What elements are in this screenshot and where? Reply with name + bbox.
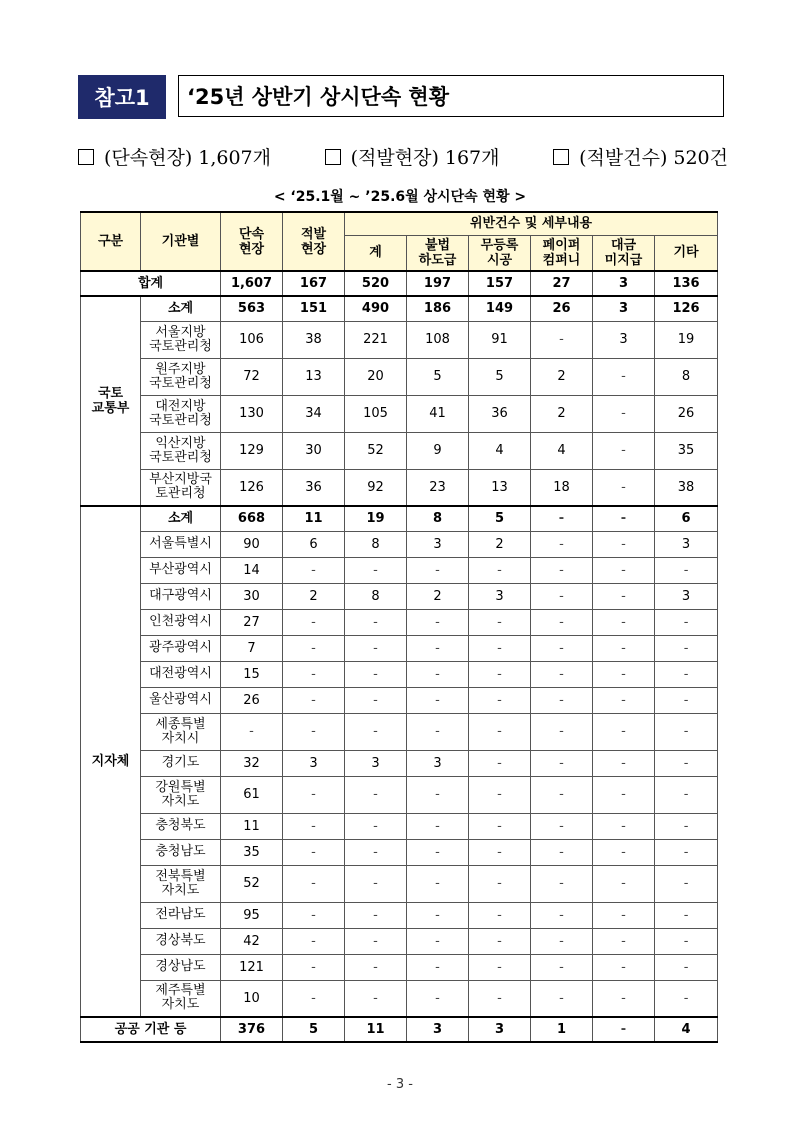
agency-name: 대전지방 국토관리청 <box>141 395 221 432</box>
value-cell: 11 <box>283 506 345 531</box>
agency-name: 부산광역시 <box>141 557 221 583</box>
value-cell: 36 <box>283 469 345 506</box>
value-cell: - <box>407 609 469 635</box>
value-cell: - <box>407 687 469 713</box>
value-cell: - <box>407 813 469 839</box>
value-cell: 3 <box>407 750 469 776</box>
summary-value: 520건 <box>673 147 728 169</box>
value-cell: - <box>283 980 345 1017</box>
value-cell: - <box>469 776 531 813</box>
value-cell: 41 <box>407 395 469 432</box>
value-cell: 8 <box>345 531 407 557</box>
value-cell: - <box>469 954 531 980</box>
value-cell: - <box>283 813 345 839</box>
value-cell: - <box>531 687 593 713</box>
summary-row <box>78 143 728 170</box>
value-cell: 105 <box>345 395 407 432</box>
checkbox-square-icon <box>325 149 341 165</box>
value-cell: 5 <box>283 1017 345 1042</box>
summary-caught <box>325 143 500 170</box>
value-cell: - <box>407 557 469 583</box>
subtotal-label: 소계 <box>141 506 221 531</box>
value-cell: 26 <box>221 687 283 713</box>
value-cell: - <box>283 928 345 954</box>
summary-violations <box>553 143 728 170</box>
value-cell: - <box>283 661 345 687</box>
value-cell: 15 <box>221 661 283 687</box>
value-cell: - <box>531 506 593 531</box>
value-cell: 3 <box>593 321 655 358</box>
value-cell: - <box>407 954 469 980</box>
value-cell: 126 <box>655 296 718 321</box>
value-cell: 9 <box>407 432 469 469</box>
header-caught: 적발 현장 <box>283 212 345 271</box>
value-cell: - <box>469 661 531 687</box>
value-cell: - <box>655 954 718 980</box>
value-cell: 157 <box>469 271 531 296</box>
header-agency: 기관별 <box>141 212 221 271</box>
value-cell: - <box>283 839 345 865</box>
value-cell: - <box>345 609 407 635</box>
value-cell: 34 <box>283 395 345 432</box>
value-cell: - <box>345 813 407 839</box>
agency-name: 경기도 <box>141 750 221 776</box>
value-cell: - <box>593 661 655 687</box>
value-cell: 563 <box>221 296 283 321</box>
value-cell: - <box>655 713 718 750</box>
value-cell: 30 <box>283 432 345 469</box>
table-row <box>81 776 718 813</box>
value-cell: - <box>407 661 469 687</box>
title-row <box>78 75 724 119</box>
value-cell: 20 <box>345 358 407 395</box>
value-cell: 3 <box>593 271 655 296</box>
value-cell: 11 <box>221 813 283 839</box>
header-sub: 무등록 시공 <box>469 235 531 271</box>
value-cell: - <box>345 776 407 813</box>
value-cell: - <box>593 432 655 469</box>
value-cell: - <box>531 531 593 557</box>
value-cell: - <box>407 635 469 661</box>
value-cell: - <box>407 839 469 865</box>
value-cell: 2 <box>407 583 469 609</box>
table-row <box>81 395 718 432</box>
value-cell: - <box>345 865 407 902</box>
table-row <box>81 358 718 395</box>
value-cell: 52 <box>345 432 407 469</box>
value-cell: 3 <box>469 1017 531 1042</box>
table-row <box>81 609 718 635</box>
value-cell: 167 <box>283 271 345 296</box>
value-cell: - <box>593 928 655 954</box>
value-cell: - <box>655 839 718 865</box>
value-cell: 6 <box>283 531 345 557</box>
value-cell: - <box>469 557 531 583</box>
table-row <box>81 661 718 687</box>
value-cell: 19 <box>345 506 407 531</box>
value-cell: 90 <box>221 531 283 557</box>
table-caption: < ‘25.1월 ~ ’25.6월 상시단속 현황 > <box>273 189 527 205</box>
value-cell: - <box>655 813 718 839</box>
summary-label: (단속현장) <box>104 147 193 169</box>
value-cell: 108 <box>407 321 469 358</box>
value-cell: 19 <box>655 321 718 358</box>
total-label: 합계 <box>81 271 221 296</box>
value-cell: 3 <box>345 750 407 776</box>
value-cell: 3 <box>593 296 655 321</box>
value-cell: 7 <box>221 635 283 661</box>
value-cell: 490 <box>345 296 407 321</box>
value-cell: - <box>593 980 655 1017</box>
value-cell: 42 <box>221 928 283 954</box>
value-cell: 8 <box>655 358 718 395</box>
value-cell: 14 <box>221 557 283 583</box>
value-cell: - <box>345 928 407 954</box>
value-cell: - <box>593 865 655 902</box>
agency-name: 충청북도 <box>141 813 221 839</box>
value-cell: 38 <box>655 469 718 506</box>
reference-tag: 참고1 <box>78 75 166 119</box>
agency-name: 광주광역시 <box>141 635 221 661</box>
value-cell: - <box>531 928 593 954</box>
value-cell: 35 <box>221 839 283 865</box>
value-cell: - <box>593 635 655 661</box>
value-cell: - <box>655 635 718 661</box>
value-cell: - <box>283 954 345 980</box>
value-cell: 36 <box>469 395 531 432</box>
table-row <box>81 902 718 928</box>
table-row <box>81 583 718 609</box>
value-cell: - <box>655 609 718 635</box>
value-cell: - <box>283 687 345 713</box>
table-row <box>81 531 718 557</box>
agency-name: 세종특별 자치시 <box>141 713 221 750</box>
table-row <box>81 750 718 776</box>
summary-value: 167개 <box>444 147 500 169</box>
value-cell: 121 <box>221 954 283 980</box>
group-name: 국토 교통부 <box>81 296 141 506</box>
value-cell: - <box>655 776 718 813</box>
table-row <box>81 469 718 506</box>
header-sub: 기타 <box>655 235 718 271</box>
total-row <box>81 271 718 296</box>
value-cell: - <box>655 928 718 954</box>
header-sub: 페이퍼 컴퍼니 <box>531 235 593 271</box>
value-cell: - <box>531 321 593 358</box>
value-cell: - <box>593 750 655 776</box>
value-cell: 11 <box>345 1017 407 1042</box>
checkbox-square-icon <box>553 149 569 165</box>
value-cell: 2 <box>283 583 345 609</box>
value-cell: - <box>531 583 593 609</box>
value-cell: 61 <box>221 776 283 813</box>
value-cell: - <box>593 531 655 557</box>
value-cell: - <box>407 713 469 750</box>
agency-name: 충청남도 <box>141 839 221 865</box>
value-cell: - <box>655 980 718 1017</box>
agency-name: 경상남도 <box>141 954 221 980</box>
value-cell: 4 <box>655 1017 718 1042</box>
value-cell: - <box>531 661 593 687</box>
value-cell: - <box>407 865 469 902</box>
value-cell: - <box>283 902 345 928</box>
value-cell: - <box>593 1017 655 1042</box>
value-cell: - <box>593 583 655 609</box>
value-cell: - <box>469 713 531 750</box>
value-cell: 3 <box>407 531 469 557</box>
agency-name: 전라남도 <box>141 902 221 928</box>
value-cell: - <box>531 609 593 635</box>
value-cell: - <box>283 557 345 583</box>
value-cell: - <box>345 635 407 661</box>
value-cell: 221 <box>345 321 407 358</box>
value-cell: 26 <box>655 395 718 432</box>
header-sub: 대금 미지급 <box>593 235 655 271</box>
value-cell: - <box>469 813 531 839</box>
value-cell: 92 <box>345 469 407 506</box>
value-cell: 3 <box>407 1017 469 1042</box>
value-cell: 4 <box>469 432 531 469</box>
value-cell: - <box>345 839 407 865</box>
table-row <box>81 839 718 865</box>
value-cell: 1,607 <box>221 271 283 296</box>
enforcement-table <box>80 211 718 1043</box>
value-cell: 186 <box>407 296 469 321</box>
header-inspected: 단속 현장 <box>221 212 283 271</box>
value-cell: - <box>221 713 283 750</box>
value-cell: - <box>655 661 718 687</box>
agency-name: 전북특별 자치도 <box>141 865 221 902</box>
summary-label: (적발건수) <box>579 147 668 169</box>
value-cell: - <box>593 813 655 839</box>
agency-name: 울산광역시 <box>141 687 221 713</box>
value-cell: 32 <box>221 750 283 776</box>
value-cell: 13 <box>283 358 345 395</box>
value-cell: - <box>407 902 469 928</box>
table-row <box>81 557 718 583</box>
value-cell: - <box>593 609 655 635</box>
value-cell: - <box>655 750 718 776</box>
value-cell: - <box>469 902 531 928</box>
table-row <box>81 713 718 750</box>
value-cell: - <box>531 557 593 583</box>
value-cell: - <box>531 813 593 839</box>
value-cell: 3 <box>469 583 531 609</box>
table-row <box>81 432 718 469</box>
subtotal-label: 소계 <box>141 296 221 321</box>
value-cell: - <box>593 469 655 506</box>
value-cell: 5 <box>469 358 531 395</box>
checkbox-square-icon <box>78 149 94 165</box>
value-cell: - <box>283 713 345 750</box>
value-cell: 668 <box>221 506 283 531</box>
value-cell: 129 <box>221 432 283 469</box>
agency-name: 원주지방 국토관리청 <box>141 358 221 395</box>
value-cell: - <box>469 928 531 954</box>
table-row <box>81 980 718 1017</box>
value-cell: 72 <box>221 358 283 395</box>
value-cell: 52 <box>221 865 283 902</box>
value-cell: 4 <box>531 432 593 469</box>
value-cell: - <box>593 395 655 432</box>
value-cell: 23 <box>407 469 469 506</box>
value-cell: - <box>283 776 345 813</box>
value-cell: 151 <box>283 296 345 321</box>
value-cell: - <box>283 635 345 661</box>
value-cell: - <box>531 954 593 980</box>
header-row <box>81 212 718 235</box>
public-label: 공공 기관 등 <box>81 1017 221 1042</box>
header-sub: 불법 하도급 <box>407 235 469 271</box>
value-cell: 13 <box>469 469 531 506</box>
value-cell: 38 <box>283 321 345 358</box>
value-cell: 2 <box>531 358 593 395</box>
value-cell: - <box>469 687 531 713</box>
value-cell: - <box>531 902 593 928</box>
table-row <box>81 865 718 902</box>
value-cell: - <box>407 776 469 813</box>
value-cell: - <box>345 661 407 687</box>
agency-name: 서울특별시 <box>141 531 221 557</box>
value-cell: - <box>531 635 593 661</box>
value-cell: 18 <box>531 469 593 506</box>
value-cell: - <box>593 713 655 750</box>
value-cell: - <box>593 839 655 865</box>
value-cell: 1 <box>531 1017 593 1042</box>
value-cell: 27 <box>221 609 283 635</box>
value-cell: 130 <box>221 395 283 432</box>
table-row <box>81 321 718 358</box>
value-cell: - <box>407 928 469 954</box>
value-cell: - <box>345 713 407 750</box>
value-cell: 520 <box>345 271 407 296</box>
value-cell: 376 <box>221 1017 283 1042</box>
header-category: 구분 <box>81 212 141 271</box>
value-cell: - <box>469 750 531 776</box>
value-cell: - <box>345 902 407 928</box>
agency-name: 익산지방 국토관리청 <box>141 432 221 469</box>
value-cell: - <box>345 557 407 583</box>
subtotal-row <box>81 296 718 321</box>
value-cell: 8 <box>407 506 469 531</box>
value-cell: 95 <box>221 902 283 928</box>
agency-name: 강원특별 자치도 <box>141 776 221 813</box>
value-cell: - <box>345 980 407 1017</box>
value-cell: - <box>345 954 407 980</box>
summary-inspected <box>78 143 271 170</box>
group-name: 지자체 <box>81 506 141 1017</box>
header-sub: 계 <box>345 235 407 271</box>
value-cell: - <box>469 865 531 902</box>
value-cell: - <box>531 713 593 750</box>
value-cell: 126 <box>221 469 283 506</box>
value-cell: - <box>655 902 718 928</box>
value-cell: - <box>469 635 531 661</box>
summary-value: 1,607개 <box>198 147 271 169</box>
value-cell: 3 <box>655 531 718 557</box>
table-row <box>81 635 718 661</box>
value-cell: 3 <box>655 583 718 609</box>
value-cell: - <box>469 980 531 1017</box>
value-cell: 5 <box>407 358 469 395</box>
value-cell: - <box>531 750 593 776</box>
value-cell: 8 <box>345 583 407 609</box>
table-row <box>81 687 718 713</box>
value-cell: 26 <box>531 296 593 321</box>
value-cell: - <box>531 839 593 865</box>
value-cell: - <box>593 902 655 928</box>
agency-name: 부산지방국 토관리청 <box>141 469 221 506</box>
value-cell: 2 <box>531 395 593 432</box>
value-cell: - <box>655 865 718 902</box>
value-cell: 136 <box>655 271 718 296</box>
value-cell: 2 <box>469 531 531 557</box>
value-cell: 91 <box>469 321 531 358</box>
agency-name: 경상북도 <box>141 928 221 954</box>
agency-name: 대구광역시 <box>141 583 221 609</box>
value-cell: 106 <box>221 321 283 358</box>
value-cell: 197 <box>407 271 469 296</box>
value-cell: - <box>407 980 469 1017</box>
public-row <box>81 1017 718 1042</box>
value-cell: - <box>593 557 655 583</box>
subtotal-row <box>81 506 718 531</box>
agency-name: 인천광역시 <box>141 609 221 635</box>
agency-name: 서울지방 국토관리청 <box>141 321 221 358</box>
header-violations-group: 위반건수 및 세부내용 <box>345 212 718 235</box>
value-cell: - <box>655 557 718 583</box>
table-row <box>81 954 718 980</box>
value-cell: 149 <box>469 296 531 321</box>
value-cell: - <box>593 687 655 713</box>
value-cell: 3 <box>283 750 345 776</box>
value-cell: - <box>655 687 718 713</box>
value-cell: - <box>593 358 655 395</box>
value-cell: 27 <box>531 271 593 296</box>
page-number: - 3 - <box>387 1077 413 1092</box>
value-cell: - <box>593 776 655 813</box>
summary-label: (적발현장) <box>350 147 439 169</box>
value-cell: - <box>531 865 593 902</box>
value-cell: - <box>345 687 407 713</box>
value-cell: - <box>469 839 531 865</box>
value-cell: - <box>283 865 345 902</box>
table-row <box>81 928 718 954</box>
value-cell: 6 <box>655 506 718 531</box>
value-cell: - <box>531 776 593 813</box>
page-title: ‘25년 상반기 상시단속 현황 <box>178 75 724 117</box>
value-cell: - <box>283 609 345 635</box>
value-cell: - <box>469 609 531 635</box>
table-row <box>81 813 718 839</box>
agency-name: 제주특별 자치도 <box>141 980 221 1017</box>
value-cell: 35 <box>655 432 718 469</box>
value-cell: - <box>531 980 593 1017</box>
agency-name: 대전광역시 <box>141 661 221 687</box>
value-cell: 30 <box>221 583 283 609</box>
value-cell: 10 <box>221 980 283 1017</box>
value-cell: - <box>593 506 655 531</box>
value-cell: - <box>593 954 655 980</box>
value-cell: 5 <box>469 506 531 531</box>
